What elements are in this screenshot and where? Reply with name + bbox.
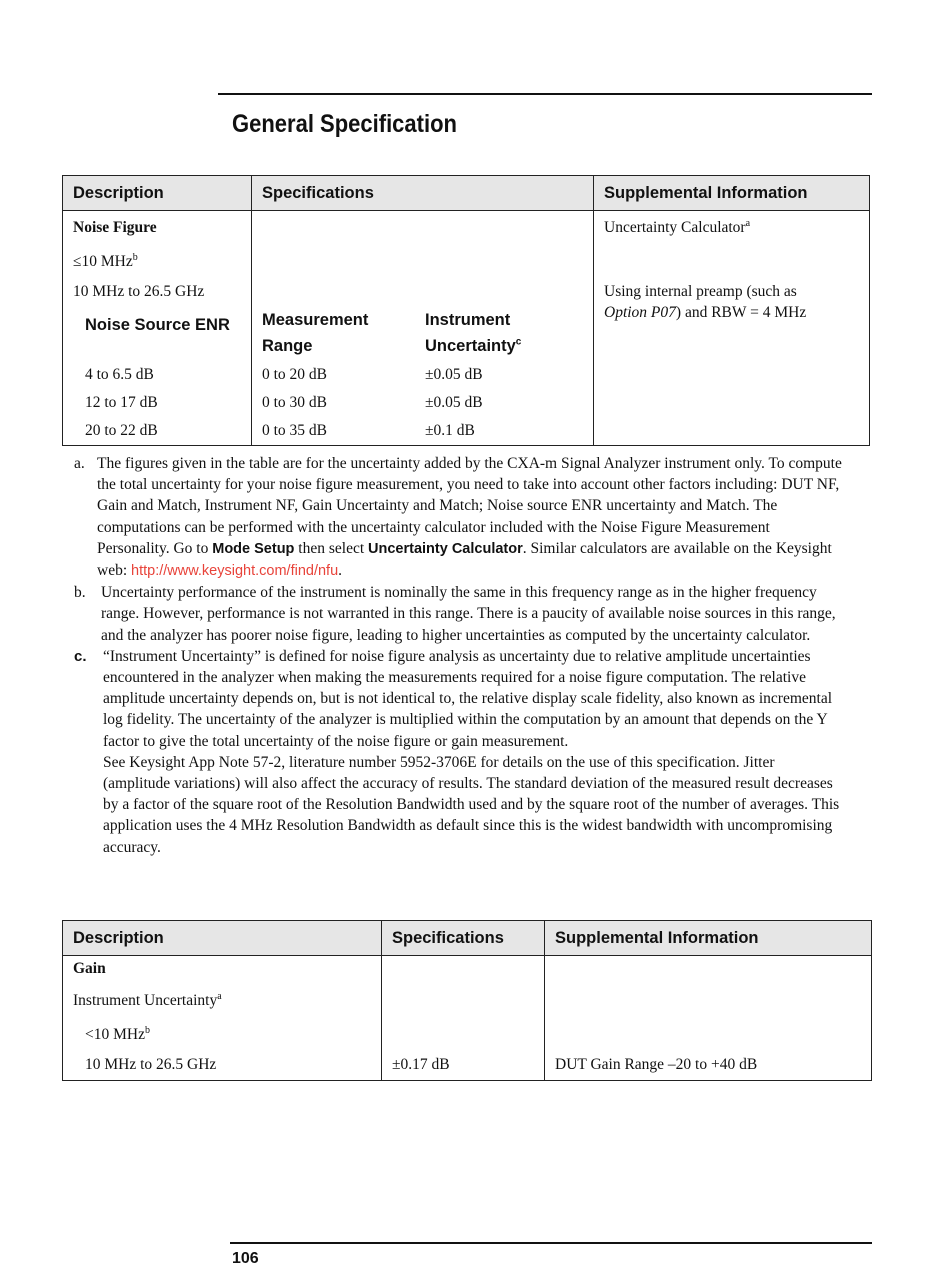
supplemental-cell bbox=[594, 211, 870, 446]
row-10mhz-26-5ghz: 10 MHz to 26.5 GHz bbox=[73, 283, 205, 300]
page-number: 106 bbox=[232, 1250, 259, 1267]
footnotes bbox=[74, 453, 844, 858]
mode-setup-keyword: Mode Setup bbox=[212, 540, 295, 557]
table-row bbox=[63, 211, 870, 446]
preamp-note-line-2: Option P07) and RBW = 4 MHz bbox=[604, 304, 807, 321]
row-le10-mhz: ≤10 MHz$^b$ bbox=[73, 251, 138, 270]
footnote-a: a. The figures given in the table are for the uncertainty added by the CXA-m Signal Analyzer instrument only. To compute the total uncertainty for your noise figure measurement, you need to take into account other factors including: DUT NF, Gain and Match, Instrument NF, Gain Uncertainty and Match; Noise source ENR uncertainty and Match. The computations can be performed with the uncertainty calculator included with the Noise Figure Measurement Personality. Go to Mode Setup then select Uncertainty Calculator. Similar calculators are available on the Keysight web: http://www.keysight.com/find/nfu. bbox=[74, 455, 842, 580]
description-cell bbox=[63, 211, 252, 446]
footnote-mark: b. bbox=[74, 584, 86, 602]
noise-figure-table bbox=[62, 175, 870, 446]
enr-value: 12 to 17 dB bbox=[85, 394, 158, 411]
bottom-rule bbox=[230, 1242, 872, 1244]
subheader-measurement: Measurement bbox=[262, 311, 369, 329]
uncertainty-value: ±0.05 dB bbox=[425, 366, 483, 383]
gain-table bbox=[62, 920, 872, 1081]
header-specifications: Specifications bbox=[252, 176, 594, 211]
page-title: General Specification bbox=[232, 110, 457, 138]
subheader-range: Range bbox=[262, 337, 313, 355]
specifications-cell bbox=[252, 211, 594, 446]
measurement-range-value: 0 to 20 dB bbox=[262, 366, 328, 383]
header-description: Description bbox=[63, 176, 252, 211]
header-supplemental: Supplemental Information bbox=[594, 176, 870, 211]
subheader-instrument: Instrument bbox=[425, 311, 511, 329]
header-supplemental: Supplemental Information bbox=[545, 921, 872, 956]
uncertainty-value: ±0.1 dB bbox=[425, 422, 475, 439]
preamp-note-line-1: Using internal preamp (such as bbox=[604, 283, 797, 300]
footnote-mark: c. bbox=[74, 647, 87, 665]
header-description: Description bbox=[63, 921, 382, 956]
measurement-range-value: 0 to 35 dB bbox=[262, 422, 328, 439]
uncertainty-value: ±0.05 dB bbox=[425, 394, 483, 411]
footnote-b: b. Uncertainty performance of the instrument is nominally the same in this frequency range as in the higher frequency range. However, performance is not warranted in this range. There is a paucity of available noise sources in this range, and the analyzer has poorer noise figure, leading to higher uncertainties as computed by the uncertainty calculator. bbox=[74, 584, 836, 644]
subheader-uncertainty: Uncertainty$^c$ bbox=[425, 336, 522, 355]
footnote-c: c. “Instrument Uncertainty” is defined for noise figure analysis as uncertainty due to relative amplitude uncertainties encountered in the analyzer when making the measurements required for a noise figure computation. The relative amplitude uncertainty depends on, but is not identical to, the relative display scale fidelity, also known as incremental log fidelity. The uncertainty of the analyzer is multiplied within the computation by an amount that depends on the Y factor to give the total uncertainty of the noise figure or gain measurement. See Keysight App Note 57-2, literature number 5952-3706E for details on the use of this specification. Jitter (amplitude variations) will also affect the accuracy of results. The standard deviation of the measured result decreases by a factor of the square root of the Resolution Bandwidth used and by the square root of the number of averages. This application uses the 4 MHz Resolution Bandwidth as default since this is the widest bandwidth with uncompromising accuracy. bbox=[74, 647, 840, 856]
enr-value: 4 to 6.5 dB bbox=[85, 366, 154, 383]
row-lt10-mhz: <10 MHz$^b$ bbox=[85, 1024, 150, 1043]
table-row bbox=[63, 956, 872, 1081]
header-specifications: Specifications bbox=[382, 921, 545, 956]
top-rule bbox=[218, 93, 872, 95]
subheader-noise-source-enr: Noise Source ENR bbox=[85, 316, 230, 334]
uncertainty-calculator-keyword: Uncertainty Calculator bbox=[368, 540, 523, 557]
gain-uncertainty-value: ±0.17 dB bbox=[392, 1056, 450, 1073]
enr-value: 20 to 22 dB bbox=[85, 422, 158, 439]
specifications-cell bbox=[382, 956, 545, 1081]
dut-gain-range-note: DUT Gain Range –20 to +40 dB bbox=[555, 1056, 758, 1073]
keysight-nfu-link[interactable]: http://www.keysight.com/find/nfu bbox=[131, 563, 339, 580]
supplemental-cell bbox=[545, 956, 872, 1081]
section-noise-figure: Noise Figure bbox=[73, 219, 157, 236]
description-cell bbox=[63, 956, 382, 1081]
row-10mhz-26-5ghz: 10 MHz to 26.5 GHz bbox=[85, 1056, 217, 1073]
measurement-range-value: 0 to 30 dB bbox=[262, 394, 328, 411]
uncertainty-calculator-note: Uncertainty Calculator$^a$ bbox=[604, 217, 751, 236]
footnote-mark: a. bbox=[74, 455, 85, 472]
table-header-row bbox=[63, 921, 872, 956]
instrument-uncertainty-label: Instrument Uncertainty$^a$ bbox=[73, 990, 222, 1009]
section-gain: Gain bbox=[73, 960, 106, 977]
table-header-row bbox=[63, 176, 870, 211]
